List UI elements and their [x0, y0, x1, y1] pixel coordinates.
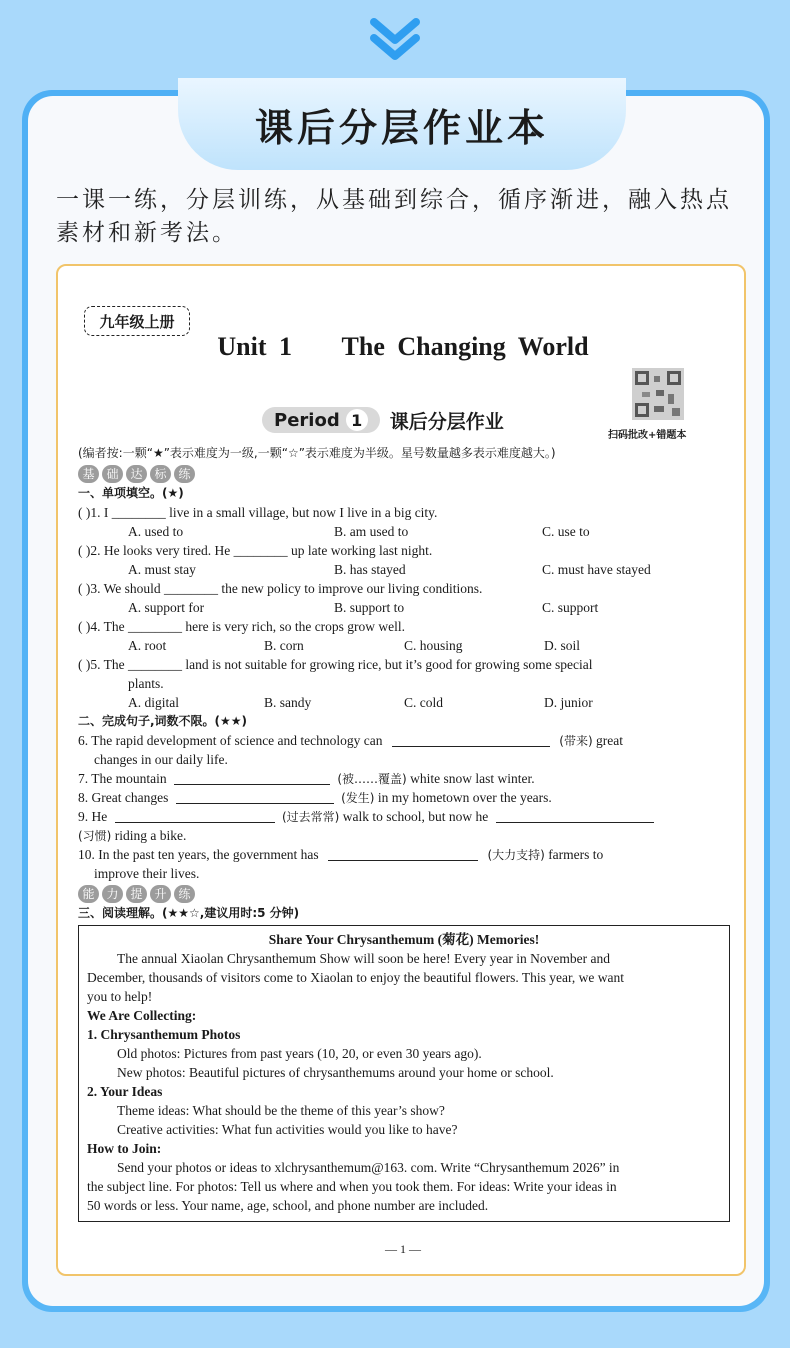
chevron-down-icon	[368, 18, 422, 62]
section-char: 达	[126, 465, 147, 483]
sentence-text: 9. He	[78, 809, 108, 824]
qr-code-icon[interactable]	[632, 368, 684, 420]
section-char: 力	[102, 885, 123, 903]
reading-subheading: How to Join:	[87, 1141, 162, 1156]
sentence-line	[78, 807, 730, 826]
option[interactable]: C. housing	[404, 638, 463, 653]
reading-text: The annual Xiaolan Chrysanthemum Show will soon be here! Every year in November and	[117, 951, 610, 966]
section-ability-badge	[78, 885, 730, 903]
reading-title: Share Your Chrysanthemum (菊花) Memories!	[268, 932, 540, 947]
question-options	[78, 636, 730, 655]
reading-text: Creative activities: What fun activities would you like to have?	[117, 1122, 458, 1137]
reading-subheading: We Are Collecting:	[87, 1008, 197, 1023]
question-options	[78, 522, 730, 541]
hint-text: (带来)	[559, 734, 593, 748]
hint-text: (习惯)	[78, 829, 112, 843]
product-card	[22, 90, 770, 1312]
option[interactable]: B. am used to	[334, 524, 409, 539]
grade-badge: 九年级上册	[84, 306, 190, 336]
option[interactable]: D. junior	[544, 695, 593, 710]
hint-text: (发生)	[341, 791, 375, 805]
option[interactable]: B. corn	[264, 638, 304, 653]
page-number: — 1 —	[385, 1242, 421, 1256]
part3-heading: 三、阅读理解。(★★☆,建议用时:5 分钟)	[78, 906, 300, 920]
sentence-line: changes in our daily life.	[94, 752, 228, 767]
question-stem: ( )1. I ________ live in a small village, but now I live in a big city.	[78, 505, 438, 520]
reading-subheading: 1. Chrysanthemum Photos	[87, 1027, 241, 1042]
answer-blank[interactable]	[174, 771, 330, 785]
question-stem: ( )3. We should ________ the new policy to improve our living conditions.	[78, 581, 483, 596]
option[interactable]: B. support to	[334, 600, 405, 615]
intro-text: 一课一练，分层训练，从基础到综合，循序渐进，融入热点素材和新考法。	[56, 187, 732, 246]
hint-text: (过去常常)	[282, 810, 340, 824]
reading-text: the subject line. For photos: Tell us where and when you took them. For ideas: Write your ideas in	[87, 1179, 617, 1194]
reading-text: you to help!	[87, 989, 153, 1004]
reading-text: December, thousands of visitors come to Xiaolan to enjoy the beautiful flowers. This year, we want	[87, 970, 625, 985]
sentence-text: 6. The rapid development of science and technology can	[78, 733, 383, 748]
qr-caption: 扫码批改+错题本	[608, 430, 687, 441]
hint-text: (大力支持)	[487, 848, 545, 862]
worksheet-body	[78, 444, 730, 1222]
option[interactable]: A. used to	[128, 524, 184, 539]
section-char: 础	[102, 465, 123, 483]
option[interactable]: C. cold	[404, 695, 443, 710]
sentence-text: 8. Great changes	[78, 790, 169, 805]
question-options	[78, 560, 730, 579]
sentence-line	[78, 769, 730, 788]
section-char: 练	[174, 885, 195, 903]
question-options	[78, 693, 730, 712]
answer-blank[interactable]	[496, 809, 654, 823]
reading-text: Theme ideas: What should be the theme of this year’s show?	[117, 1103, 445, 1118]
question-stem: ( )5. The ________ land is not suitable for growing rice, but it’s good for growing some special	[78, 657, 593, 672]
sentence-text: walk to school, but now he	[342, 809, 489, 824]
period-title: 课后分层作业	[389, 410, 504, 433]
sentence-text: great	[596, 733, 623, 748]
sentence-text: farmers to	[548, 847, 604, 862]
reading-subheading: 2. Your Ideas	[87, 1084, 163, 1099]
part1-heading: 一、单项填空。(★)	[78, 486, 184, 500]
editor-note: (编者按:一颗“★”表示难度为一级,一颗“☆”表示难度为半级。星号数量越多表示难度越大。)	[78, 446, 556, 460]
section-char: 基	[78, 465, 99, 483]
sentence-text: 10. In the past ten years, the government has	[78, 847, 319, 862]
question-stem-cont: plants.	[128, 676, 164, 691]
option[interactable]: D. soil	[544, 638, 581, 653]
reading-text: Send your photos or ideas to xlchrysanthemum@163. com. Write “Chrysanthemum 2026” in	[117, 1160, 620, 1175]
sentence-text: riding a bike.	[114, 828, 187, 843]
unit-title: Unit 1 The Changing World	[217, 332, 589, 361]
option[interactable]: B. sandy	[264, 695, 312, 710]
title-tab	[178, 78, 626, 170]
section-char: 标	[150, 465, 171, 483]
sentence-line	[78, 788, 730, 807]
answer-blank[interactable]	[392, 733, 550, 747]
period-label: Period	[274, 409, 340, 431]
period-pill	[262, 407, 380, 433]
answer-blank[interactable]	[176, 790, 334, 804]
hint-text: (被……覆盖)	[337, 772, 407, 786]
option[interactable]: C. support	[542, 600, 599, 615]
period-heading	[262, 406, 504, 434]
answer-blank[interactable]	[328, 847, 478, 861]
section-char: 升	[150, 885, 171, 903]
reading-text: New photos: Beautiful pictures of chrysanthemums around your home or school.	[117, 1065, 554, 1080]
reading-text: Old photos: Pictures from past years (10, 20, or even 30 years ago).	[117, 1046, 482, 1061]
option[interactable]: A. root	[128, 638, 167, 653]
sentence-line	[78, 826, 730, 845]
section-basic-badge	[78, 465, 730, 483]
option[interactable]: C. must have stayed	[542, 562, 651, 577]
reading-text: 50 words or less. Your name, age, school, and phone number are included.	[87, 1198, 489, 1213]
section-char: 能	[78, 885, 99, 903]
sentence-line	[78, 731, 730, 750]
sentence-text: 7. The mountain	[78, 771, 167, 786]
answer-blank[interactable]	[115, 809, 275, 823]
period-number: 1	[346, 409, 368, 431]
sentence-text: in my hometown over the years.	[377, 790, 552, 805]
worksheet-page	[56, 264, 746, 1276]
option[interactable]: A. support for	[128, 600, 205, 615]
option[interactable]: A. must stay	[128, 562, 196, 577]
sentence-line: improve their lives.	[94, 866, 200, 881]
question-stem: ( )4. The ________ here is very rich, so the crops grow well.	[78, 619, 406, 634]
question-options	[78, 598, 730, 617]
reading-passage-box	[78, 925, 730, 1222]
option[interactable]: C. use to	[542, 524, 590, 539]
section-char: 练	[174, 465, 195, 483]
option[interactable]: B. has stayed	[334, 562, 406, 577]
part2-heading: 二、完成句子,词数不限。(★★)	[78, 714, 248, 728]
sentence-line	[78, 845, 730, 864]
question-stem: ( )2. He looks very tired. He ________ up late working last night.	[78, 543, 433, 558]
page-title: 课后分层作业本	[254, 105, 549, 150]
option[interactable]: A. digital	[128, 695, 179, 710]
section-char: 提	[126, 885, 147, 903]
sentence-text: white snow last winter.	[410, 771, 535, 786]
